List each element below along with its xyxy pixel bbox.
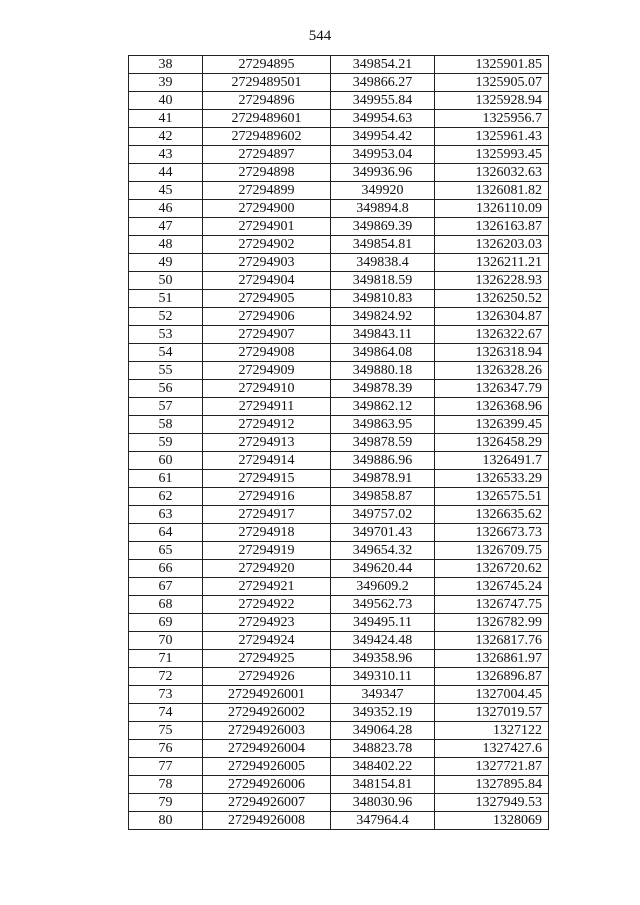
y-coordinate-cell: 1325905.07 — [435, 74, 549, 92]
x-coordinate-cell: 349886.96 — [331, 452, 435, 470]
point-id-cell: 27294926002 — [203, 704, 331, 722]
point-id-cell: 27294908 — [203, 344, 331, 362]
table-row — [129, 164, 549, 182]
point-id-cell: 27294917 — [203, 506, 331, 524]
table-row — [129, 740, 549, 758]
table-row — [129, 236, 549, 254]
point-id-cell: 27294926006 — [203, 776, 331, 794]
point-id-cell: 27294912 — [203, 416, 331, 434]
table-row — [129, 452, 549, 470]
x-coordinate-cell: 349878.39 — [331, 380, 435, 398]
point-id-cell: 27294906 — [203, 308, 331, 326]
point-id-cell: 27294899 — [203, 182, 331, 200]
y-coordinate-cell: 1326673.73 — [435, 524, 549, 542]
point-number-cell: 41 — [129, 110, 203, 128]
x-coordinate-cell: 349810.83 — [331, 290, 435, 308]
y-coordinate-cell: 1326896.87 — [435, 668, 549, 686]
y-coordinate-cell: 1327122 — [435, 722, 549, 740]
table-row — [129, 650, 549, 668]
x-coordinate-cell: 347964.4 — [331, 812, 435, 830]
point-id-cell: 27294918 — [203, 524, 331, 542]
y-coordinate-cell: 1325956.7 — [435, 110, 549, 128]
table-row — [129, 434, 549, 452]
table-row — [129, 614, 549, 632]
y-coordinate-cell: 1325901.85 — [435, 56, 549, 74]
x-coordinate-cell: 349562.73 — [331, 596, 435, 614]
point-number-cell: 42 — [129, 128, 203, 146]
table-row — [129, 524, 549, 542]
y-coordinate-cell: 1326861.97 — [435, 650, 549, 668]
point-id-cell: 27294925 — [203, 650, 331, 668]
y-coordinate-cell: 1326747.75 — [435, 596, 549, 614]
table-row — [129, 326, 549, 344]
x-coordinate-cell: 348030.96 — [331, 794, 435, 812]
y-coordinate-cell: 1326304.87 — [435, 308, 549, 326]
y-coordinate-cell: 1325961.43 — [435, 128, 549, 146]
coordinates-table — [128, 55, 549, 830]
point-id-cell: 27294922 — [203, 596, 331, 614]
point-id-cell: 27294895 — [203, 56, 331, 74]
point-id-cell: 27294926005 — [203, 758, 331, 776]
x-coordinate-cell: 349878.59 — [331, 434, 435, 452]
y-coordinate-cell: 1326032.63 — [435, 164, 549, 182]
point-id-cell: 27294926 — [203, 668, 331, 686]
point-number-cell: 71 — [129, 650, 203, 668]
table-row — [129, 506, 549, 524]
x-coordinate-cell: 349064.28 — [331, 722, 435, 740]
point-number-cell: 63 — [129, 506, 203, 524]
point-number-cell: 44 — [129, 164, 203, 182]
x-coordinate-cell: 348402.22 — [331, 758, 435, 776]
y-coordinate-cell: 1326458.29 — [435, 434, 549, 452]
point-number-cell: 51 — [129, 290, 203, 308]
x-coordinate-cell: 349358.96 — [331, 650, 435, 668]
point-number-cell: 43 — [129, 146, 203, 164]
x-coordinate-cell: 349920 — [331, 182, 435, 200]
point-number-cell: 80 — [129, 812, 203, 830]
table-row — [129, 146, 549, 164]
table-row — [129, 362, 549, 380]
table-row — [129, 128, 549, 146]
table-row — [129, 380, 549, 398]
y-coordinate-cell: 1326817.76 — [435, 632, 549, 650]
point-id-cell: 27294905 — [203, 290, 331, 308]
y-coordinate-cell: 1326110.09 — [435, 200, 549, 218]
point-id-cell: 27294901 — [203, 218, 331, 236]
x-coordinate-cell: 349869.39 — [331, 218, 435, 236]
y-coordinate-cell: 1326318.94 — [435, 344, 549, 362]
x-coordinate-cell: 349701.43 — [331, 524, 435, 542]
x-coordinate-cell: 349955.84 — [331, 92, 435, 110]
coordinates-table-body — [129, 56, 549, 830]
point-id-cell: 27294910 — [203, 380, 331, 398]
y-coordinate-cell: 1326635.62 — [435, 506, 549, 524]
point-id-cell: 27294926008 — [203, 812, 331, 830]
table-row — [129, 218, 549, 236]
x-coordinate-cell: 349838.4 — [331, 254, 435, 272]
x-coordinate-cell: 349858.87 — [331, 488, 435, 506]
y-coordinate-cell: 1326720.62 — [435, 560, 549, 578]
x-coordinate-cell: 349424.48 — [331, 632, 435, 650]
x-coordinate-cell: 349894.8 — [331, 200, 435, 218]
point-id-cell: 27294926001 — [203, 686, 331, 704]
table-row — [129, 794, 549, 812]
point-id-cell: 27294923 — [203, 614, 331, 632]
y-coordinate-cell: 1327721.87 — [435, 758, 549, 776]
point-number-cell: 58 — [129, 416, 203, 434]
x-coordinate-cell: 349620.44 — [331, 560, 435, 578]
x-coordinate-cell: 348823.78 — [331, 740, 435, 758]
table-row — [129, 110, 549, 128]
table-row — [129, 596, 549, 614]
point-number-cell: 57 — [129, 398, 203, 416]
point-number-cell: 67 — [129, 578, 203, 596]
table-row — [129, 668, 549, 686]
x-coordinate-cell: 349609.2 — [331, 578, 435, 596]
point-id-cell: 27294913 — [203, 434, 331, 452]
y-coordinate-cell: 1326782.99 — [435, 614, 549, 632]
y-coordinate-cell: 1325993.45 — [435, 146, 549, 164]
point-number-cell: 73 — [129, 686, 203, 704]
point-number-cell: 61 — [129, 470, 203, 488]
table-row — [129, 686, 549, 704]
point-number-cell: 76 — [129, 740, 203, 758]
table-row — [129, 254, 549, 272]
point-number-cell: 66 — [129, 560, 203, 578]
y-coordinate-cell: 1326368.96 — [435, 398, 549, 416]
point-number-cell: 70 — [129, 632, 203, 650]
table-row — [129, 416, 549, 434]
x-coordinate-cell: 349866.27 — [331, 74, 435, 92]
x-coordinate-cell: 349863.95 — [331, 416, 435, 434]
point-number-cell: 78 — [129, 776, 203, 794]
y-coordinate-cell: 1326347.79 — [435, 380, 549, 398]
y-coordinate-cell: 1326163.87 — [435, 218, 549, 236]
table-row — [129, 74, 549, 92]
y-coordinate-cell: 1326203.03 — [435, 236, 549, 254]
point-id-cell: 2729489601 — [203, 110, 331, 128]
point-number-cell: 53 — [129, 326, 203, 344]
x-coordinate-cell: 349654.32 — [331, 542, 435, 560]
table-row — [129, 272, 549, 290]
point-number-cell: 48 — [129, 236, 203, 254]
point-number-cell: 62 — [129, 488, 203, 506]
point-id-cell: 27294909 — [203, 362, 331, 380]
point-number-cell: 45 — [129, 182, 203, 200]
table-row — [129, 470, 549, 488]
table-row — [129, 290, 549, 308]
y-coordinate-cell: 1326081.82 — [435, 182, 549, 200]
x-coordinate-cell: 349347 — [331, 686, 435, 704]
point-id-cell: 27294921 — [203, 578, 331, 596]
x-coordinate-cell: 349954.63 — [331, 110, 435, 128]
x-coordinate-cell: 349864.08 — [331, 344, 435, 362]
point-number-cell: 60 — [129, 452, 203, 470]
point-number-cell: 77 — [129, 758, 203, 776]
point-id-cell: 27294911 — [203, 398, 331, 416]
x-coordinate-cell: 349757.02 — [331, 506, 435, 524]
x-coordinate-cell: 349352.19 — [331, 704, 435, 722]
point-number-cell: 38 — [129, 56, 203, 74]
point-number-cell: 56 — [129, 380, 203, 398]
point-id-cell: 27294914 — [203, 452, 331, 470]
x-coordinate-cell: 349878.91 — [331, 470, 435, 488]
table-row — [129, 560, 549, 578]
point-id-cell: 27294902 — [203, 236, 331, 254]
point-number-cell: 68 — [129, 596, 203, 614]
point-number-cell: 47 — [129, 218, 203, 236]
table-row — [129, 632, 549, 650]
y-coordinate-cell: 1325928.94 — [435, 92, 549, 110]
y-coordinate-cell: 1327895.84 — [435, 776, 549, 794]
point-id-cell: 2729489602 — [203, 128, 331, 146]
point-id-cell: 27294903 — [203, 254, 331, 272]
x-coordinate-cell: 349818.59 — [331, 272, 435, 290]
point-number-cell: 40 — [129, 92, 203, 110]
table-row — [129, 92, 549, 110]
x-coordinate-cell: 348154.81 — [331, 776, 435, 794]
x-coordinate-cell: 349862.12 — [331, 398, 435, 416]
x-coordinate-cell: 349824.92 — [331, 308, 435, 326]
point-id-cell: 27294900 — [203, 200, 331, 218]
point-number-cell: 50 — [129, 272, 203, 290]
y-coordinate-cell: 1326250.52 — [435, 290, 549, 308]
y-coordinate-cell: 1326709.75 — [435, 542, 549, 560]
x-coordinate-cell: 349495.11 — [331, 614, 435, 632]
table-row — [129, 488, 549, 506]
y-coordinate-cell: 1327004.45 — [435, 686, 549, 704]
y-coordinate-cell: 1326211.21 — [435, 254, 549, 272]
point-id-cell: 27294920 — [203, 560, 331, 578]
table-row — [129, 812, 549, 830]
table-row — [129, 182, 549, 200]
point-id-cell: 27294907 — [203, 326, 331, 344]
y-coordinate-cell: 1326228.93 — [435, 272, 549, 290]
y-coordinate-cell: 1328069 — [435, 812, 549, 830]
point-number-cell: 69 — [129, 614, 203, 632]
point-number-cell: 49 — [129, 254, 203, 272]
x-coordinate-cell: 349953.04 — [331, 146, 435, 164]
x-coordinate-cell: 349843.11 — [331, 326, 435, 344]
point-id-cell: 27294915 — [203, 470, 331, 488]
y-coordinate-cell: 1327427.6 — [435, 740, 549, 758]
point-id-cell: 27294897 — [203, 146, 331, 164]
table-row — [129, 344, 549, 362]
point-number-cell: 54 — [129, 344, 203, 362]
point-number-cell: 55 — [129, 362, 203, 380]
point-number-cell: 79 — [129, 794, 203, 812]
point-number-cell: 64 — [129, 524, 203, 542]
point-number-cell: 59 — [129, 434, 203, 452]
point-id-cell: 27294916 — [203, 488, 331, 506]
point-id-cell: 27294926007 — [203, 794, 331, 812]
y-coordinate-cell: 1326533.29 — [435, 470, 549, 488]
point-id-cell: 2729489501 — [203, 74, 331, 92]
point-id-cell: 27294926004 — [203, 740, 331, 758]
table-row — [129, 200, 549, 218]
point-id-cell: 27294896 — [203, 92, 331, 110]
y-coordinate-cell: 1326399.45 — [435, 416, 549, 434]
point-number-cell: 46 — [129, 200, 203, 218]
y-coordinate-cell: 1326322.67 — [435, 326, 549, 344]
point-number-cell: 52 — [129, 308, 203, 326]
y-coordinate-cell: 1327019.57 — [435, 704, 549, 722]
point-id-cell: 27294926003 — [203, 722, 331, 740]
page-number: 544 — [308, 28, 332, 44]
table-row — [129, 542, 549, 560]
table-row — [129, 776, 549, 794]
point-number-cell: 65 — [129, 542, 203, 560]
point-id-cell: 27294904 — [203, 272, 331, 290]
point-number-cell: 39 — [129, 74, 203, 92]
table-row — [129, 578, 549, 596]
x-coordinate-cell: 349854.81 — [331, 236, 435, 254]
point-number-cell: 74 — [129, 704, 203, 722]
x-coordinate-cell: 349880.18 — [331, 362, 435, 380]
table-row — [129, 722, 549, 740]
point-id-cell: 27294924 — [203, 632, 331, 650]
table-row — [129, 398, 549, 416]
x-coordinate-cell: 349854.21 — [331, 56, 435, 74]
x-coordinate-cell: 349954.42 — [331, 128, 435, 146]
point-number-cell: 75 — [129, 722, 203, 740]
x-coordinate-cell: 349310.11 — [331, 668, 435, 686]
table-row — [129, 758, 549, 776]
y-coordinate-cell: 1327949.53 — [435, 794, 549, 812]
y-coordinate-cell: 1326745.24 — [435, 578, 549, 596]
y-coordinate-cell: 1326491.7 — [435, 452, 549, 470]
x-coordinate-cell: 349936.96 — [331, 164, 435, 182]
table-row — [129, 308, 549, 326]
point-id-cell: 27294919 — [203, 542, 331, 560]
y-coordinate-cell: 1326575.51 — [435, 488, 549, 506]
y-coordinate-cell: 1326328.26 — [435, 362, 549, 380]
table-row — [129, 56, 549, 74]
table-row — [129, 704, 549, 722]
point-number-cell: 72 — [129, 668, 203, 686]
point-id-cell: 27294898 — [203, 164, 331, 182]
